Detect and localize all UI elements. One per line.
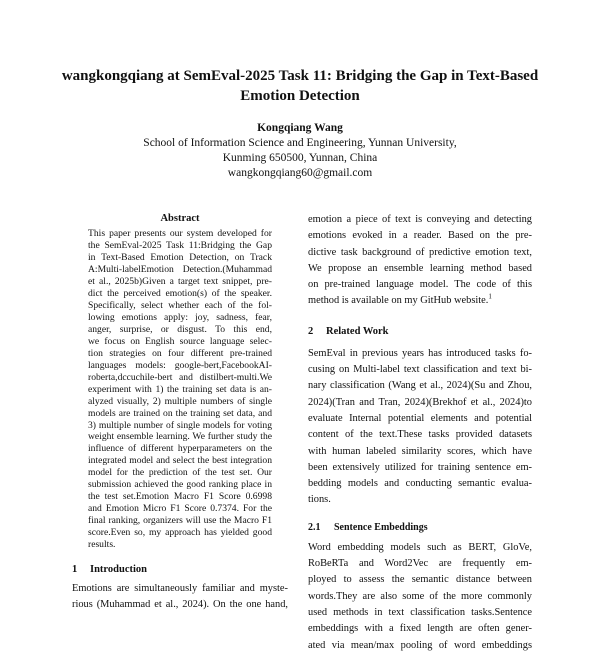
left-column xyxy=(72,212,288,614)
abstract-line: tion strategies on four different pre-trained xyxy=(88,347,272,359)
body-line: SemEval in previous years has introduced tasks fo- xyxy=(308,347,532,359)
abstract-line: languages models: google-bert,FacebookAI- xyxy=(88,359,272,371)
body-line: emotions evoked in a reader. Based on the pre- xyxy=(308,230,532,242)
body-line: bedding models and conducting semantic evalua- xyxy=(308,478,532,490)
abstract-line: Specifically, select whether each of the fol- xyxy=(88,299,272,311)
abstract-line: alyzed visually, 2) multiple numbers of single xyxy=(88,395,272,407)
abstract-line: dict the perceived emotion(s) of the speaker. xyxy=(88,287,272,299)
body-line: ployed to assess the semantic distance between xyxy=(308,574,532,586)
abstract-line: submission achieved the good ranking place in xyxy=(88,479,272,491)
introduction-body xyxy=(72,581,288,614)
author-block xyxy=(60,121,540,181)
body-line: Emotions are simultaneously familiar and myste- xyxy=(72,583,288,595)
body-line: used methods in text classification tasks.Sentence xyxy=(308,606,532,618)
section-title: Introduction xyxy=(90,564,147,576)
sentence-embeddings-body xyxy=(308,540,532,654)
abstract-line: we focus on English source language selec- xyxy=(88,335,272,347)
section-title: Related Work xyxy=(326,325,389,337)
related-work-body xyxy=(308,346,532,509)
introduction-continued xyxy=(308,212,532,310)
abstract-line: influence of different hyperparameters on the xyxy=(88,443,272,455)
abstract-line: and Emotion Micro F1 Score 0.7374. For the xyxy=(88,503,272,515)
footnote-mark[interactable]: 1 xyxy=(488,293,492,302)
body-line: with human labeled similarity scores, which have xyxy=(308,445,532,457)
body-line: nary classification (Wang et al., 2024)(Su and Zhou, xyxy=(308,380,532,392)
abstract-line: in Text-Based Emotion Detection, on Track xyxy=(88,251,272,263)
body-line: tions. xyxy=(308,494,331,506)
body-line: content of the text.These tasks provided datasets xyxy=(308,429,532,441)
abstract-line: score.Even so, my approach has yielded good xyxy=(88,527,272,539)
abstract-line: model for the prediction of the test set. Our xyxy=(88,467,272,479)
section-number: 1 xyxy=(72,564,78,576)
body-line: emotion a piece of text is conveying and detecting xyxy=(308,214,532,225)
paper-title xyxy=(40,66,560,106)
abstract-line: lowing emotions apply: joy, sadness, fear, xyxy=(88,311,272,323)
title-line-2: Emotion Detection xyxy=(240,88,360,104)
abstract-body xyxy=(88,228,272,551)
abstract-line: et al., 2025b)Given a target text snippet, pre- xyxy=(88,275,272,287)
abstract-line: experiment with 1) the training set data is an- xyxy=(88,383,272,395)
right-column xyxy=(308,212,532,654)
body-line-text: method is available on my GitHub website. xyxy=(308,295,489,307)
abstract-line: final ranking, organizers will use the Macro F1 xyxy=(88,515,272,527)
abstract-heading: Abstract xyxy=(160,213,200,224)
introduction-heading xyxy=(72,563,288,576)
body-line: We propose an ensemble learning method based xyxy=(308,262,532,274)
body-line: embeddings with a fixed length are often gener- xyxy=(308,623,532,635)
affiliation-line-2: Kunming 650500, Yunnan, China xyxy=(222,152,378,164)
body-line: Word embedding models such as BERT, GloVe, xyxy=(308,541,532,553)
abstract-line: This paper presents our system developed for xyxy=(88,228,272,239)
section-title: Sentence Embeddings xyxy=(334,521,428,533)
body-line: rious (Muhammad et al., 2024). On the one hand, xyxy=(72,599,288,611)
abstract-line: the SemEval-2025 Task 11:Bridging the Gap xyxy=(88,239,272,251)
related-work-heading xyxy=(308,325,532,338)
abstract-line: roberta,dccuchile-bert and distilbert-multi.We xyxy=(88,371,272,383)
abstract-line: 3) multiple number of single models for voting xyxy=(88,419,272,431)
body-line: words.They are also some of the more commonly xyxy=(308,590,532,602)
body-line: cusing on Multi-label text classification and text bi- xyxy=(308,364,532,376)
body-line-footnote xyxy=(308,293,532,309)
abstract-line: A:Multi-labelEmotion Detection.(Muhammad xyxy=(88,263,272,275)
abstract-line: integrated model and select the best integration xyxy=(88,455,272,467)
section-number: 2 xyxy=(308,325,314,337)
body-line: been extensively utilized for training sentence em- xyxy=(308,461,532,473)
body-line: ated via mean/max pooling of word embeddings xyxy=(308,639,532,651)
affiliation-line-1: School of Information Science and Engineering, Yunnan University, xyxy=(143,137,457,149)
author-name: Kongqiang Wang xyxy=(257,122,343,134)
abstract-line: weight ensemble learning. We further study the xyxy=(88,431,272,443)
body-line: on pre-trained language model. The code of this xyxy=(308,279,532,291)
sentence-embeddings-heading xyxy=(308,521,532,534)
body-line: RoBeRTa and Word2Vec are frequently em- xyxy=(308,558,532,570)
abstract-line: the test set.Emotion Macro F1 Score 0.6998 xyxy=(88,491,272,503)
abstract-line: models are trained on the training set data, and xyxy=(88,407,272,419)
body-line: 2024)(Tran and Tran, 2024)(Brekhof et al., 2024)to xyxy=(308,396,532,408)
body-line: dictive task background of predictive emotion text, xyxy=(308,246,532,258)
abstract-line: results. xyxy=(88,539,116,551)
title-line-1: wangkongqiang at SemEval-2025 Task 11: Bridging the Gap in Text-Based xyxy=(61,68,539,84)
body-line: evaluate Internal potential elements and potential xyxy=(308,412,532,424)
abstract-line: anger, surprise, or disgust. To this end, xyxy=(88,323,272,335)
section-number: 2.1 xyxy=(308,521,321,533)
author-email: wangkongqiang60@gmail.com xyxy=(227,167,373,179)
